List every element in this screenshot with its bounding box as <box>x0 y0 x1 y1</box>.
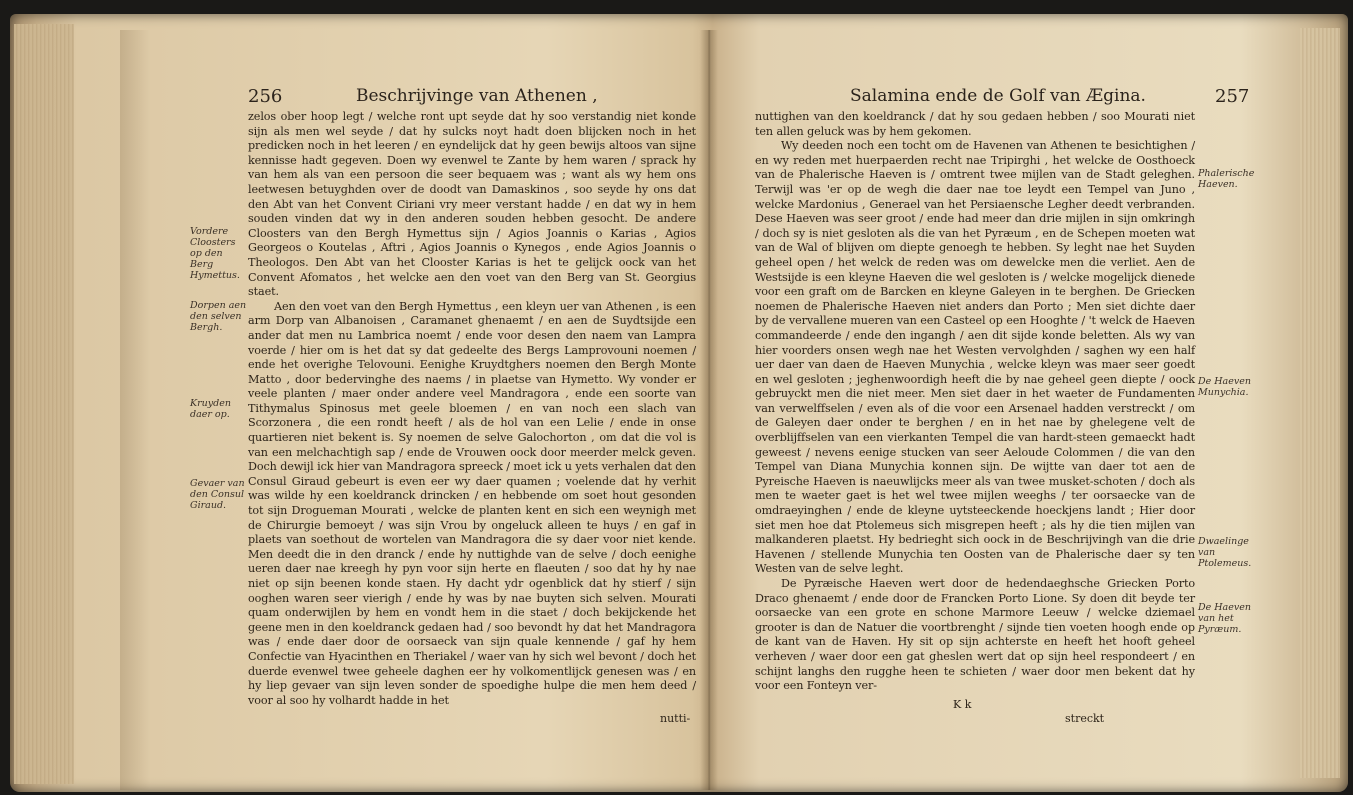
signature-mark: K k <box>953 698 972 711</box>
page-number-left: 256 <box>248 86 283 107</box>
margin-note: Dwaelinge van Ptolemeus. <box>1198 536 1252 569</box>
paragraph: Aen den voet van den Bergh Hymettus , een kleyn uer van Athenen , is een arm Dorp van Albanoisen , Caramanet ghenaemt / en aen de Suydtsijde een ander dat men nu Lambrica noemt / ende voor desen den naem van Lampra voerde / hier om is het dat sy dat gedeelte des Bergs Lamprovouni noemen / ende het overighe Telovouni. Eenighe Kruydtghers noemen den Bergh Monte Matto , door bedervinghe des naems / in plaetse van Hymetto. Wy vonder er veele planten / maer onder andere veel Mandragora , ende een soorte van Tithymalus Spinosus met geele bloemen / en van noch een slach van Scorzonera , die een rondt heeft / als de hol van een Lelie / ende in onse quartieren niet bekent is. Sy noemen de selve Galochorton , om dat die vol is van een melchachtigh sap / ende de Vrouwen oock door meerder melck geven. Doch dewijl ick hier van Mandragora spreeck / moet ick u yets verhalen dat den Consul Giraud gebeurt is even eer wy daer quamen ; voelende dat hy verhit was wilde hy een koeldranck drincken / en hebbende om soet hout gesonden tot sijn Drogueman Mourati , welcke de planten kent en sich een weynigh met de Chirurgie bemoeyt / was sijn Vrou by ongeluck alleen te huys / en gaf in plaets van soethout de wortelen van Mandragora die sy daer voor niet kende. Men deedt die in den dranck / ende hy nuttighde van de selve / doch eenighe ueren daer nae kreegh hy pyn voor sijn herte en flaeuten / soo dat hy hy nae niet op sijn beenen konde staen. Hy dacht ydr ogenblick dat hy stierf / sijn ooghen waren seer vierigh / ende hy was by nae buyten sich selven. Mourati quam onderwijlen by hem en vondt hem in die staet / doch bekijckende het geene men in den koeldranck gedaen had / soo bevondt hy dat het Mandragora was / ende daer door de oorsaeck van sijn quale kennende / gaf hy hem Confectie van Hyacinthen en Theriakel / waer van hy sich wel bevont / doch het duerde evenwel twee geheele daghen eer hy volkomentlijck genesen was / en hy liep gevaer van sijn leven sonder de spoedighe hulpe die men hem deed / voor al soo hy volhardt hadde in het <box>248 299 696 707</box>
paragraph: Wy deeden noch een tocht om de Havenen van Athenen te besichtighen / en wy reden met huerpaerden recht nae Tripirghi , het welcke de Oosthoeck van de Phalerische Haeven is / omtrent twee mijlen van de Stadt geleghen. Terwijl was 'er op de wegh die daer nae toe leydt een Tempel van Juno , welcke Mardonius , Generael van het Persiaensche Legher deedt verbranden. Dese Haeven was seer groot / ende had meer dan drie mijlen in sijn omkringh / doch sy is niet gesloten als die van het Pyræum , en de Schepen moeten wat van de Wal of blijven om diepte genoegh te hebben. Sy leght nae het Suyden geheel open / het welck de reden was om dewelcke men die verliet. Aen de Westsijde is een kleyne Haeven die wel gesloten is / welcke mogelijck dienede voor een graft om de Barcken en kleyne Galeyen in te berghen. De Griecken noemen de Phalerische Haeven niet anders dan Porto ; Men siet dichte daer by de vervallene mueren van een Casteel op een Hooghte / 't welck de Haeven commandeerde / ende den ingangh / aen dit sijde konde beletten. Als wy van hier voorders onsen wegh nae het Westen vervolghden / saghen wy een half uer daer van daen de Haeven Munychia , welcke kleyn was maer seer goedt en wel gesloten ; jeghenwoordigh heeft die by nae geheel geen diepte / oock gebruyckt men die niet meer. Men siet daer in het waeter de Fundamenten van verwelffselen / even als of die voor een Arsenael hadden verstreckt / om de Galeyen daer onder te berghen / en in het nae by ghelegene velt de overblijffselen van een vierkanten Tempel die van hardt-steen gemaeckt hadt geweest / nevens eenige stucken van seer Aeloude Colommen / die van den Tempel van Diana Munychia konnen sijn. De wijtte van daer tot aen de Pyreische Haeven is naeuwlijcks meer als van twee musket-schoten / doch als men te waeter gaet is het wel twee mijlen weeghs / ter oorsaecke van de omdraeyinghen / ende de kleyne uytsteeckende hoeckjens landt ; Hier door siet men hoe dat Ptolemeus sich misgrepen heeft ; als hy die tien mijlen van malkanderen plaetst. Hy bedrieght sich oock in de Beschrijvingh van die drie Havenen / stellende Munychia ten Oosten van de Phalerische daer sy ten Westen van de selve leght. <box>755 139 1195 576</box>
margin-note: Vordere Cloosters op den Berg Hymettus. <box>190 226 240 281</box>
page-edges-left <box>14 24 74 784</box>
right-page-text <box>755 110 1195 694</box>
page-edges-right <box>1300 28 1340 778</box>
right-page-header <box>725 86 1285 110</box>
margin-note: Phalerische Haeven. <box>1198 168 1255 190</box>
paragraph: zelos ober hoop legt / welche ront upt seyde dat hy soo verstandig niet konde sijn als men wel seyde / dat hy sulcks noyt hadt doen blijcken noch in het predicken noch in het leeren / en eyndelijck dat hy geen bewijs altoos van sijne kennisse hadt gegeven. Doen wy evenwel te Zante by hem waren / sprack hy van hem als van een persoon die seer bequaem was ; want als wy hem ons leetwesen betuyghden over de doodt van Damaskinos , soo seyde hy ons dat den Abt van het Convent Ciriani vry meer verstant hadde / en dat wy in hem souden vinden dat wy in den anderen souden hebben gesocht. De andere Cloosters van den Bergh Hymettus sijn / Agios Joannis o Karias , Agios Georgeos o Koutelas , Aftri , Agios Joannis o Kynegos , ende Agios Joannis o Theologos. Den Abt van het Clooster Karias is het te gelijck oock van het Convent Afomatos , het welcke aen den voet van den Berg van St. Georgius staet. <box>248 110 696 299</box>
book-gutter <box>700 30 718 790</box>
margin-note: De Haeven Munychia. <box>1198 376 1251 398</box>
left-page-header <box>160 86 700 110</box>
page-shadow-left <box>120 30 150 790</box>
margin-note: De Haeven van het Pyræum. <box>1198 602 1251 635</box>
running-title-right: Salamina ende de Golf van Ægina. <box>850 86 1146 106</box>
catchword-left: nutti- <box>660 712 691 725</box>
page-number-right: 257 <box>1215 86 1250 107</box>
left-page-text <box>248 110 696 708</box>
margin-note: Gevaer van den Consul Giraud. <box>190 478 245 511</box>
margin-note: Dorpen aen den selven Bergh. <box>190 300 247 333</box>
margin-note: Kruyden daer op. <box>190 398 231 420</box>
catchword-right: streckt <box>1065 712 1105 725</box>
left-page <box>160 0 700 795</box>
paragraph: nuttighen van den koeldranck / dat hy sou gedaen hebben / soo Mourati niet ten allen geluck was by hem gekomen. <box>755 110 1195 138</box>
right-page <box>725 0 1285 795</box>
running-title-left: Beschrijvinge van Athenen , <box>356 86 598 106</box>
paragraph: De Pyræische Haeven wert door de hedendaeghsche Griecken Porto Draco ghenaemt / ende door de Francken Porto Lione. Sy doen dit beyde ter oorsaecke van een grote en schone Marmore Leeuw / welcke dziemael grooter is dan de Natuer die voortbrenght / sijnde tien voeten hoogh ende op de kant van de Haven. Hy sit op sijn achterste en heeft het hooft geheel verheven / waer door een gat gheslen wert dat op sijn heel respondeert / en schijnt langhs den rugghe heen te schieten / waer door men bekent dat hy voor een Fonteyn ver- <box>755 577 1195 693</box>
